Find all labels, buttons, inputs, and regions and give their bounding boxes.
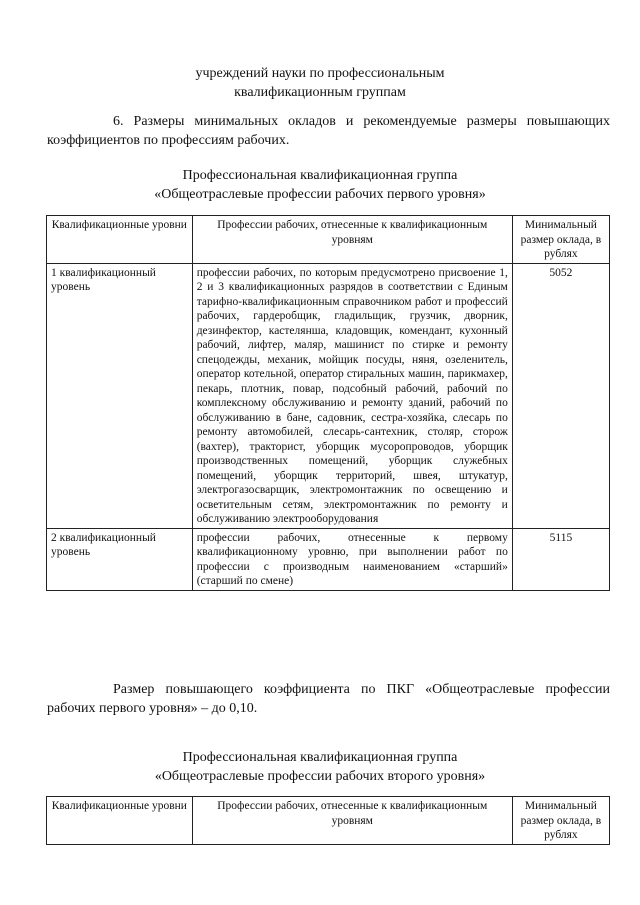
group1-header-professions: Профессии рабочих, отнесенные к квалификационным уровням (192, 216, 512, 264)
group1-title (60, 166, 580, 204)
group2-table (46, 796, 610, 845)
section-6-paragraph (47, 112, 610, 150)
coefficient-text: Размер повышающего коэффициента по ПКГ «Общеотраслевые профессии рабочих первого уровня» – до 0,10. (47, 682, 610, 716)
row1-level: 1 квалификационный уровень (47, 263, 193, 528)
row2-level: 2 квалификационный уровень (47, 528, 193, 590)
row2-professions: профессии рабочих, отнесенные к первому квалификационному уровню, при выполнении работ по профессии с производным наименованием «старший» (старший по смене) (192, 528, 512, 590)
table-row (47, 528, 610, 590)
group2-title (60, 748, 580, 786)
group1-header-levels: Квалификационные уровни (47, 216, 193, 264)
group1-header-salary: Минимальный размер оклада, в рублях (512, 216, 609, 264)
document-heading (60, 64, 580, 102)
coefficient-paragraph (47, 680, 610, 718)
group2-header-row (47, 797, 610, 845)
section-6-text: 6. Размеры минимальных окладов и рекомендуемые размеры повышающих коэффициентов по профессиям рабочих. (47, 114, 610, 148)
group2-header-salary: Минимальный размер оклада, в рублях (512, 797, 609, 845)
heading-line-2: квалификационным группам (234, 85, 406, 100)
group1-table (46, 215, 610, 591)
group2-title-line1: Профессиональная квалификационная группа (182, 750, 458, 765)
group2-header-professions: Профессии рабочих, отнесенные к квалификационным уровням (192, 797, 512, 845)
group1-title-line2: «Общеотраслевые профессии рабочих первого уровня» (154, 187, 486, 202)
group2-title-line2: «Общеотраслевые профессии рабочих второго уровня» (154, 769, 486, 784)
table-row (47, 263, 610, 528)
group2-header-levels: Квалификационные уровни (47, 797, 193, 845)
row2-salary: 5115 (512, 528, 609, 590)
group1-title-line1: Профессиональная квалификационная группа (182, 168, 458, 183)
group1-header-row (47, 216, 610, 264)
heading-line-1: учреждений науки по профессиональным (195, 66, 445, 81)
row1-professions: профессии рабочих, по которым предусмотрено присвоение 1, 2 и 3 квалификационных разрядов в соответствии с Единым тарифно-квалификационным справочником работ и профессий рабочих, гардеробщик, гладильщик, грузчик, дворник, дезинфектор, кастелянша, кладовщик, комендант, кухонный рабочий, лифтер, маляр, машинист по стирке и ремонту спецодежды, механик, мойщик посуды, няня, озеленитель, оператор котельной, оператор стиральных машин, парикмахер, пекарь, плотник, повар, подсобный рабочий, рабочий по комплексному обслуживанию и ремонту зданий, рабочий по обслуживанию в бане, садовник, сестра-хозяйка, слесарь по ремонту автомобилей, слесарь-сантехник, столяр, сторож (вахтер), тракторист, уборщик мусоропроводов, уборщик производственных помещений, уборщик служебных помещений, уборщик территорий, швея, штукатур, электрогазосварщик, электромонтажник по освещению и осветительным сетям, электромонтажник по ремонту и обслуживанию электрооборудования (192, 263, 512, 528)
row1-salary: 5052 (512, 263, 609, 528)
